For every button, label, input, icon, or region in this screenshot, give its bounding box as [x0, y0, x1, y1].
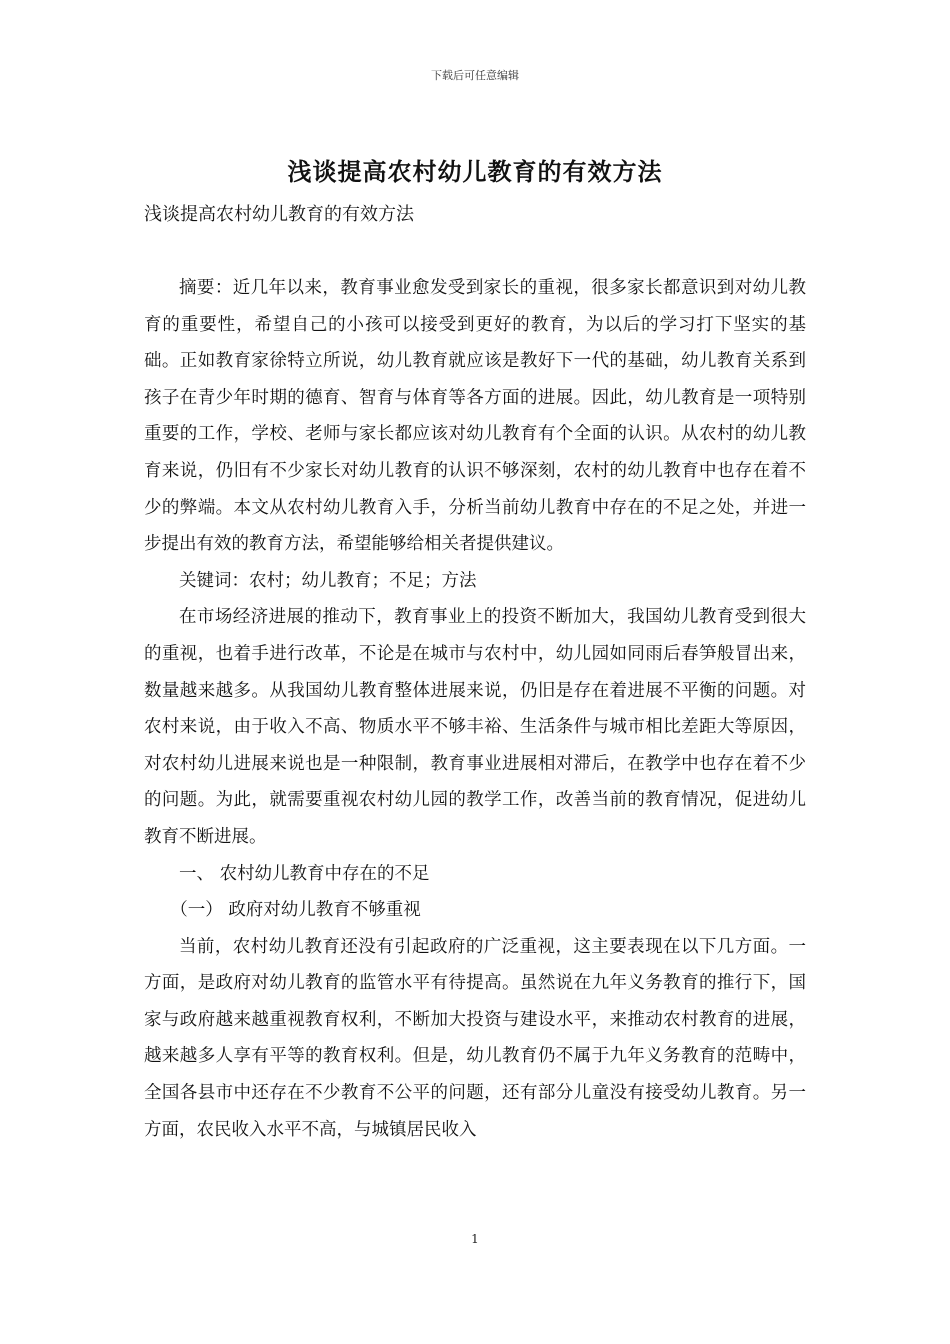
- page-number: 1: [471, 1232, 479, 1246]
- abstract-paragraph: 摘要：近几年以来，教育事业愈发受到家长的重视，很多家长都意识到对幼儿教育的重要性，希望自己的小孩可以接受到更好的教育，为以后的学习打下坚实的基础。正如教育家徐特立所说，幼儿教育就应该是教好下一代的基础，幼儿教育关系到孩子在青少年时期的德育、智育与体育等各方面的进展。因此，幼儿教育是一项特别重要的工作，学校、老师与家长都应该对幼儿教育有个全面的认识。从农村的幼儿教育来说，仍旧有不少家长对幼儿教育的认识不够深刻，农村的幼儿教育中也存在着不少的弊端。本文从农村幼儿教育入手，分析当前幼儿教育中存在的不足之处，并进一步提出有效的教育方法，希望能够给相关者提供建议。: [144, 278, 806, 555]
- document-body: [144, 270, 806, 1148]
- header-note: 下载后可任意编辑: [431, 69, 519, 82]
- document-title: 浅谈提高农村幼儿教育的有效方法: [287, 158, 663, 186]
- subsection-heading-1: （一） 政府对幼儿教育不够重视: [170, 900, 421, 921]
- intro-paragraph: 在市场经济进展的推动下，教育事业上的投资不断加大，我国幼儿教育受到很大的重视，也着手进行改革，不论是在城市与农村中，幼儿园如同雨后春笋般冒出来，数量越来越多。从我国幼儿教育整体进展来说，仍旧是存在着进展不平衡的问题。对农村来说，由于收入不高、物质水平不够丰裕、生活条件与城市相比差距大等原因，对农村幼儿进展来说也是一种限制，教育事业进展相对滞后，在教学中也存在着不少的问题。为此，就需要重视农村幼儿园的教学工作，改善当前的教育情况，促进幼儿教育不断进展。: [144, 607, 806, 847]
- document-subtitle: 浅谈提高农村幼儿教育的有效方法: [144, 204, 414, 225]
- body-paragraph-1: 当前，农村幼儿教育还没有引起政府的广泛重视，这主要表现在以下几方面。一方面，是政府对幼儿教育的监管水平有待提高。虽然说在九年义务教育的推行下，国家与政府越来越重视教育权利，不断加大投资与建设水平，来推动农村教育的进展，越来越多人享有平等的教育权利。但是，幼儿教育仍不属于九年义务教育的范畴中，全国各县市中还存在不少教育不公平的问题，还有部分儿童没有接受幼儿教育。另一方面，农民收入水平不高，与城镇居民收入: [144, 936, 806, 1140]
- keywords-paragraph: 关键词：农村；幼儿教育；不足；方法: [179, 570, 477, 591]
- section-heading-1: 一、 农村幼儿教育中存在的不足: [179, 863, 430, 884]
